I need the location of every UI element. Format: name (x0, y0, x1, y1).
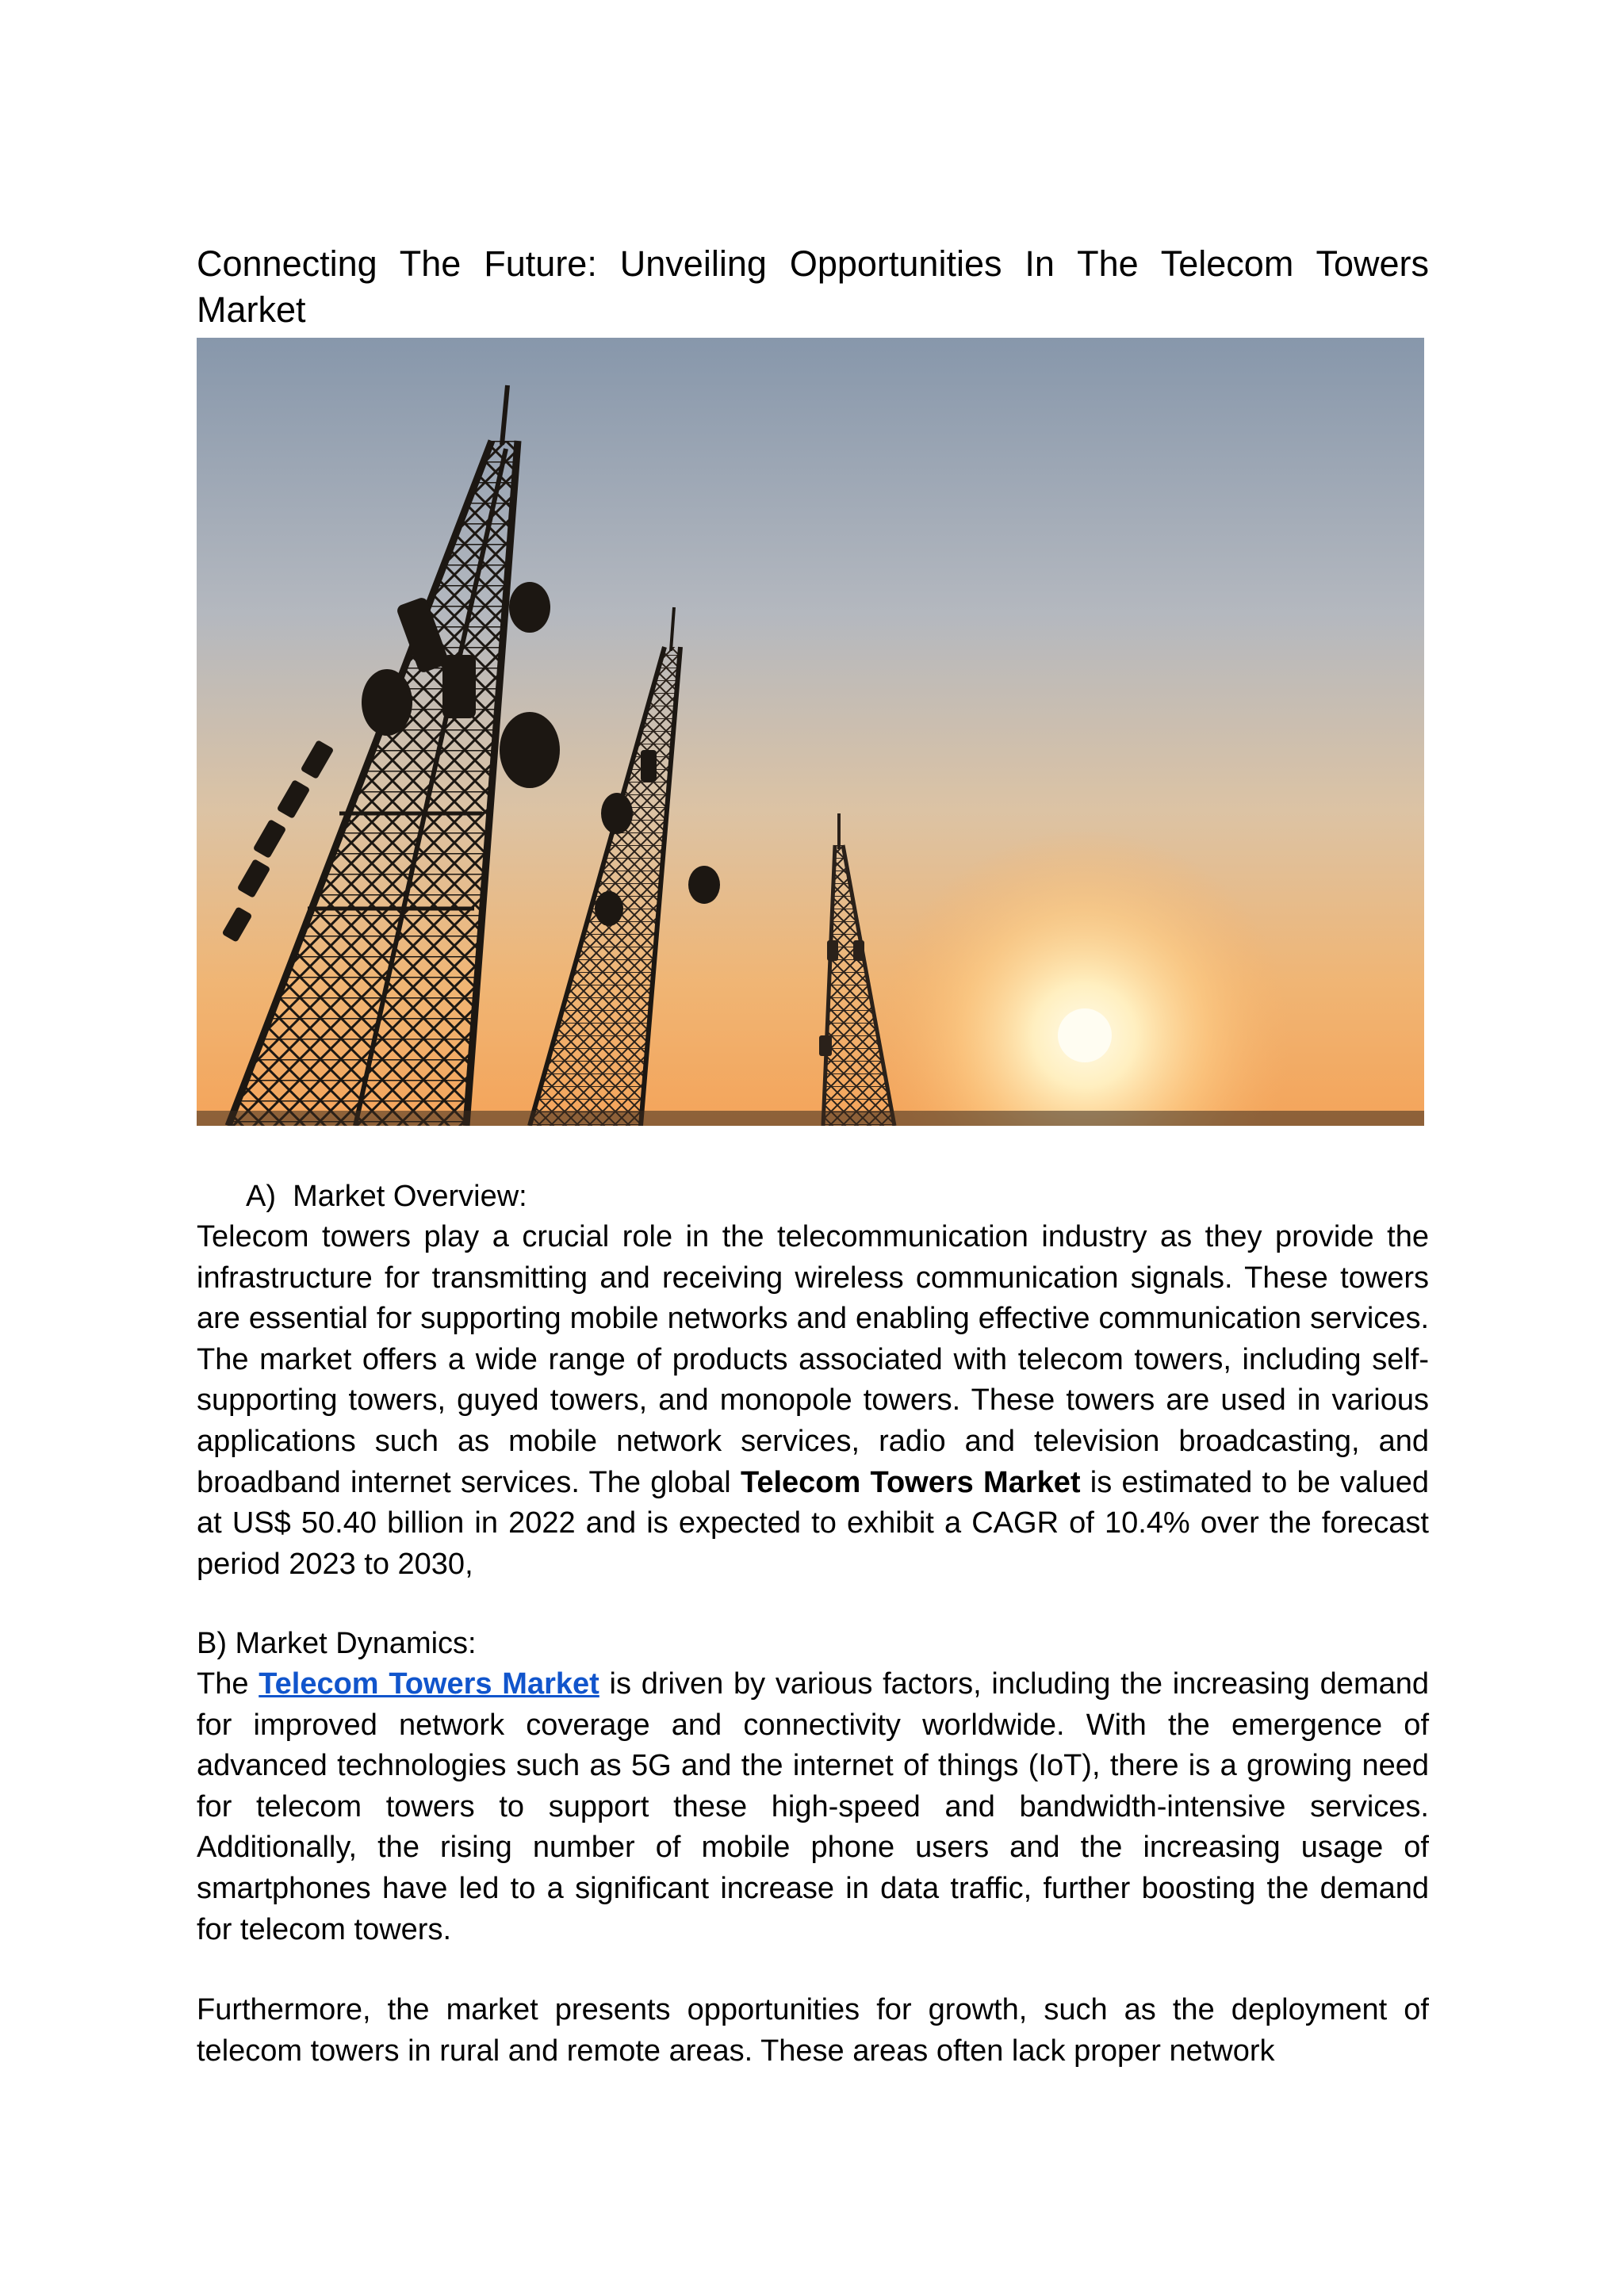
sun (1058, 1008, 1112, 1062)
telecom-towers-market-link[interactable]: Telecom Towers Market (259, 1667, 599, 1701)
overview-text-part1: Telecom towers play a crucial role in the telecommunication industry as they provide the infrastructure for transmitting and receiving wireless communication signals. These towers are essential for supporting mobile networks and enabling effective communication services. The market offers a wide range of products associated with telecom towers, including self-supporting towers, guyed towers, and monopole towers. These towers are used in various applications such as mobile network services, radio and television broadcasting, and broadband internet services. The global (197, 1220, 1429, 1499)
market-overview-paragraph (197, 1217, 1429, 1585)
section-heading-market-overview (246, 1177, 527, 1217)
dynamics-text-prefix: The (197, 1667, 259, 1701)
section-heading-text: Market Overview: (293, 1180, 527, 1213)
overview-bold-keyword: Telecom Towers Market (740, 1465, 1081, 1499)
section-marker: A) (246, 1180, 276, 1213)
hero-image-telecom-towers-sunset (197, 338, 1424, 1126)
market-dynamics-paragraph (197, 1664, 1429, 1950)
telecom-towers-illustration (197, 338, 1424, 1126)
document-title: Connecting The Future: Unveiling Opportunities In The Telecom Towers Market (197, 243, 1429, 330)
dynamics-text-rest: is driven by various factors, including the increasing demand for improved network coverage and connectivity worldwide. With the emergence of advanced technologies such as 5G and the internet of things (IoT), there is a growing need for telecom towers to support these high-speed and bandwidth-intensive services. Additionally, the rising number of mobile phone users and the increasing usage of smartphones have led to a significant increase in data traffic, further boosting the demand for telecom towers. (197, 1667, 1429, 1946)
market-opportunities-paragraph: Furthermore, the market presents opportunities for growth, such as the deployment of telecom towers in rural and remote areas. These areas often lack proper network (197, 1993, 1429, 2068)
overview-text-part2: is estimated to be valued at US$ 50.40 billion in 2022 and is expected to exhibit a CAGR of 10.4% over the forecast period 2023 to 2030, (197, 1465, 1429, 1581)
section-heading-market-dynamics: B) Market Dynamics: (197, 1627, 477, 1660)
